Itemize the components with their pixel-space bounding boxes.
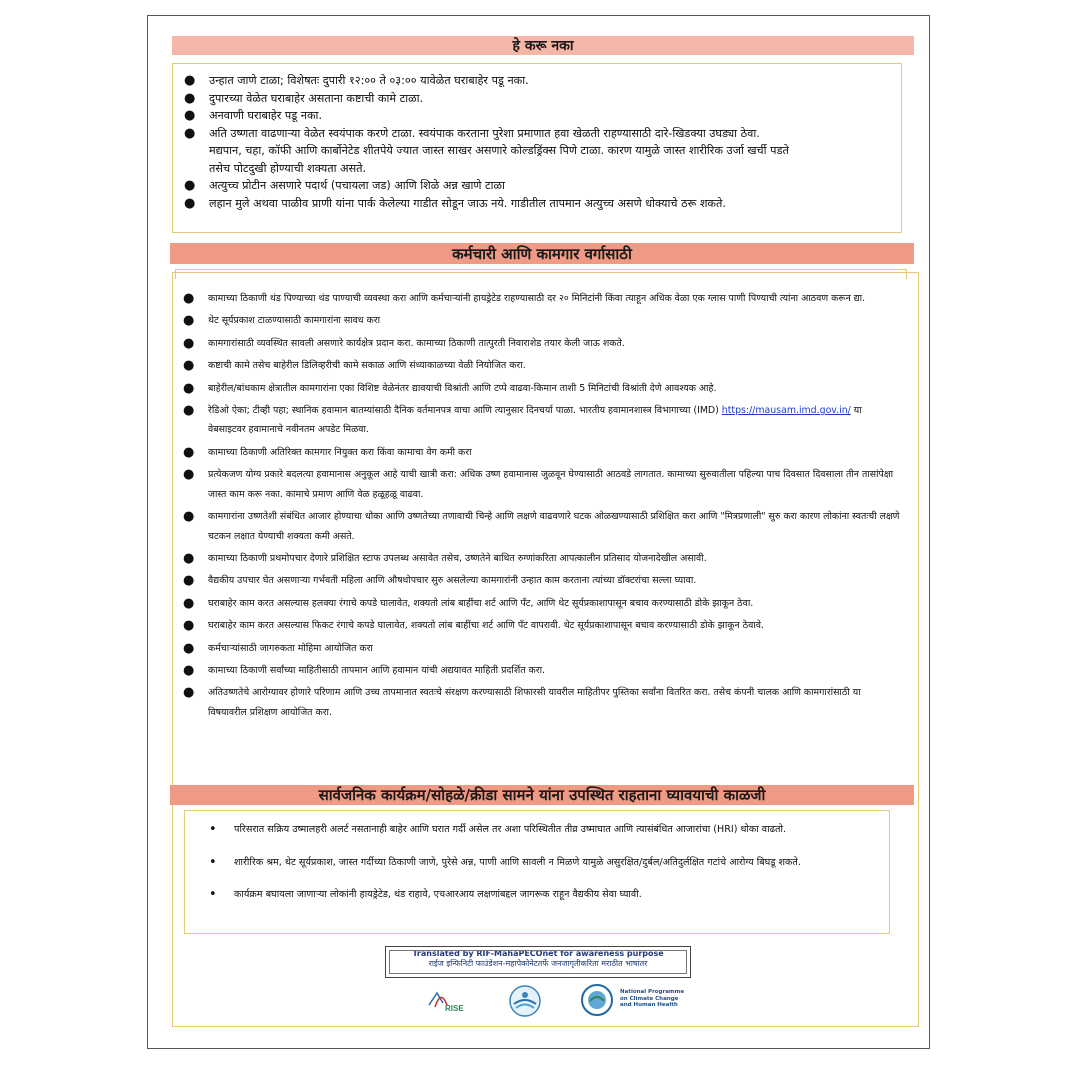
list-item: ● घराबाहेर काम करत असल्यास फिकट रंगाचे कपडे घालावेत, शक्यतो लांब बाहींचा शर्ट आणि पँट वापरावी. थेट सूर्यप्रकाशापासून बचाव करण्यासाठी डोके झाकून ठेवावे.: [183, 618, 764, 634]
list-item: ● कामगारांना उष्णतेशी संबंधित आजार होण्याचा धोका आणि उष्णतेच्या तणावाची चिन्हे आणि लक्षणे वाढवणारे घटक ओळखण्यासाठी प्रशिक्षित करा आणि "मित्रप्रणाली" सुरु करा कारण लोकांना स्वतःची लक्षणे चटकन लक्षात येण्याची शक्यता कमी असते.: [183, 509, 900, 542]
globe-logo-graphic: [508, 984, 542, 1018]
list-item: ● प्रत्येकजण योग्य प्रकारे बदलत्या हवामानास अनुकूल आहे याची खात्री करा: अधिक उष्ण हवामानास जुळवून घेण्यासाठी आठवडे लागतात. कामाच्या सुरुवातीला पहिल्या पाच दिवसात दिवसाला तीन तासांपेक्षा जास्त काम करू नका. कामाचे प्रमाण आणि वेळ हळूहळू वाढवा.: [183, 467, 894, 500]
list-item: ● वैद्यकीय उपचार घेत असणाऱ्या गर्भवती महिला आणि औषधोपचार सुरु असलेल्या कामगारांनी उन्हात काम करताना त्यांच्या डॉक्टरांचा सल्ला घ्यावा.: [183, 573, 697, 589]
globe-logo-icon: [508, 984, 542, 1018]
list-item: ● कष्टाची कामे तसेच बाहेरील डिलिव्हरीची कामे सकाळ आणि संध्याकाळच्या वेळी नियोजित करा.: [183, 358, 526, 374]
list-item: ● कामाच्या ठिकाणी थंड पिण्याच्या थंड पाण्याची व्यवस्था करा आणि कर्मचाऱ्यांनी हायड्रेटेड राहण्यासाठी दर २० मिनिटांनी किंवा त्याहून अधिक वेळा एक ग्लास पाणी पिण्याची त्यांना आठवण करून द्या.: [183, 291, 866, 306]
dont-list: [172, 72, 884, 212]
list-item: ● अतिउष्णतेचे आरोग्यावर होणारे परिणाम आणि उच्च तापमानात स्वतःचे संरक्षण करण्यासाठी शिफारसी यावरील माहितीपर पुस्तिका सर्वांना वितरित करा. तसेच कंपनी चालक आणि कामगारांसाठी या विषयावरील प्रशिक्षण आयोजित करा.: [183, 685, 861, 718]
translation-credit-en: Translated by RIF-MahaPECOnet for awareness purpose: [412, 949, 664, 958]
section-title-public: सार्वजनिक कार्यक्रम/सोहळे/क्रीडा सामने यांना उपस्थित राहताना घ्यावयाची काळजी: [170, 785, 914, 805]
list-item: ● रेडिओ ऐका; टीव्ही पहा; स्थानिक हवामान बातम्यांसाठी दैनिक वर्तमानपत्र वाचा आणि त्यानुसार दिनचर्या पाळा. भारतीय हवामानशास्त्र विभागाच्या (IMD) https://mausam.imd.gov.in/ या वेबसाइटवर हवामानाचे नवीनतम अपडेट मिळवा.: [183, 402, 862, 436]
list-item: • परिसरात सक्रिय उष्मालहरी अलर्ट नसतानाही बाहेर आणि घरात गर्दी असेल तर अशा परिस्थितीत तीव्र उष्माघात आणि त्यासंबंधित आजारांचा (HRI) धोका वाढतो.: [209, 822, 787, 837]
list-item: ● कामाच्या ठिकाणी सर्वांच्या माहितीसाठी तापमान आणि हवामान यांची अद्ययावत माहिती प्रदर्शित करा.: [183, 662, 545, 678]
workers-list: [175, 289, 900, 725]
rise-logo-graphic: [425, 985, 465, 1017]
translation-credit-frame: [389, 950, 687, 974]
list-item: ● अनवाणी घराबाहेर पडू नका.: [184, 108, 323, 123]
list-item: ● कामाच्या ठिकाणी प्रथमोपचार देणारे प्रशिक्षित स्टाफ उपलब्ध असावेत तसेच, उष्णतेने बाधित रुग्णांकरिता आपत्कालीन प्रतिसाद योजनादेखील असावी.: [183, 551, 707, 567]
imd-link[interactable]: https://mausam.imd.gov.in/: [721, 404, 851, 416]
public-list: [186, 820, 886, 918]
list-item: ● थेट सूर्यप्रकाश टाळण्यासाठी कामगारांना सावध करा: [183, 313, 381, 329]
nphcch-logo-text: [620, 989, 684, 1009]
list-item: ● बाहेरील/बांधकाम क्षेत्रातील कामगारांना एका विशिष्ट वेळेनंतर द्यावयाची विश्रांती आणि टप्पे वाढवा-किमान ताशी 5 मिनिटांची विश्रांती देणे आवश्यक आहे.: [183, 380, 717, 396]
section-title-dont: हे करू नका: [172, 36, 914, 55]
rise-logo-icon: [425, 985, 465, 1017]
list-item: ● कर्मचाऱ्यांसाठी जागरुकता मोहिमा आयोजित करा: [183, 640, 373, 656]
list-item: ● अति उष्णता वाढणाऱ्या वेळेत स्वयंपाक करणे टाळा. स्वयंपाक करताना पुरेशा प्रमाणात हवा खेळती राहण्यासाठी दारे-खिडक्या उघड्या ठेवा. मद्यपान, चहा, कॉफी आणि कार्बोनेटेड शीतपेये ज्यात जास्त साखर असणारे कोल्डड्रिंक्स पिणे टाळा. कारण यामुळे जास्त शारीरिक उर्जा खर्ची पडते तसेच पोटदुखी होण्याची शक्यता असते.: [184, 125, 789, 175]
list-item: ● दुपारच्या वेळेत घराबाहेर असताना कष्टाची कामे टाळा.: [184, 90, 424, 106]
nphcch-line: National Programme: [620, 989, 685, 995]
translation-credit-mr: राईज इन्फिनिटी फाउंडेशन-महापेकोनेटतर्फे जनजागृतीकरिता मराठीत भाषांतर: [428, 959, 648, 968]
translation-credit: [385, 946, 691, 978]
list-item: ● अत्युच्च प्रोटीन असणारे पदार्थ (पचायला जड) आणि शिळे अन्न खाणे टाळा: [184, 178, 505, 193]
list-item: • कार्यक्रम बघायला जाणाऱ्या लोकांनी हायड्रेटेड, थंड राहावे, एचआरआय लक्षणांबद्दल जागरूक राहून वैद्यकीय सेवा घ्यावी.: [209, 887, 642, 902]
nphcch-logo-icon: [580, 983, 616, 1017]
nphcch-line: on Climate Change: [620, 995, 679, 1002]
section-title-workers: कर्मचारी आणि कामगार वर्गासाठी: [170, 243, 914, 264]
list-item: ● कामगारांसाठी व्यवस्थित सावली असणारे कार्यक्षेत्र प्रदान करा. कामाच्या ठिकाणी तात्पुरती निवाराशेड तयार केली जाऊ शकते.: [183, 335, 625, 351]
list-item: ● उन्हात जाणे टाळा; विशेषतः दुपारी १२:०० ते ०३:०० यावेळेत घराबाहेर पडू नका.: [184, 73, 529, 88]
list-item: ● घराबाहेर काम करत असल्यास हलक्या रंगाचे कपडे घालावेत, शक्यतो लांब बाहींचा शर्ट आणि पँट, आणि थेट सूर्यप्रकाशापासून बचाव करण्यासाठी डोके झाकून ठेवा.: [183, 595, 754, 611]
list-item: ● कामाच्या ठिकाणी अतिरिक्त कामगार नियुक्त करा किंवा कामाचा वेग कमी करा: [183, 444, 472, 460]
nphcch-logo-graphic: [580, 983, 616, 1017]
rise-logo-text: RISE: [445, 1004, 464, 1013]
nphcch-line: and Human Health: [620, 1002, 678, 1008]
list-item: ● लहान मुले अथवा पाळीव प्राणी यांना पार्क केलेल्या गाडीत सोडून जाऊ नये. गाडीतील तापमान अत्युच्च असणे धोक्याचे ठरू शकते.: [184, 195, 726, 211]
list-item: • शारीरिक श्रम, थेट सूर्यप्रकाश, जास्त गर्दीच्या ठिकाणी जाणे, पुरेसे अन्न, पाणी आणि सावली न मिळणे यामुळे असुरक्षित/दुर्बल/अतिदुर्लक्षित गटांचे आरोग्य बिघडू शकते.: [209, 854, 801, 870]
